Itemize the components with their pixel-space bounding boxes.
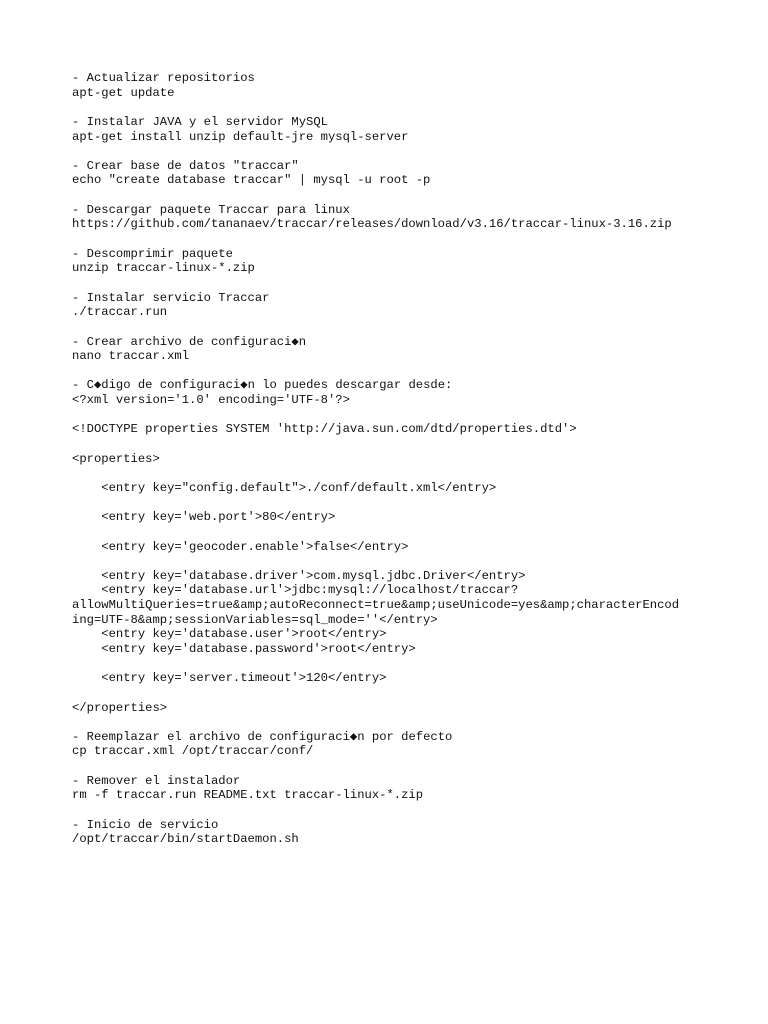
text-line: cp traccar.xml /opt/traccar/conf/	[72, 744, 314, 759]
blank-line	[72, 657, 762, 672]
blank-line	[72, 496, 762, 511]
text-line: rm -f traccar.run README.txt traccar-linux-*.zip	[72, 788, 424, 803]
text-line: - Reemplazar el archivo de configuraci◆n por defecto	[72, 729, 453, 744]
blank-line	[72, 466, 762, 481]
blank-line	[72, 100, 762, 115]
text-line: /opt/traccar/bin/startDaemon.sh	[72, 832, 299, 847]
blank-line	[72, 759, 762, 774]
blank-line	[72, 232, 762, 247]
blank-line	[72, 554, 762, 569]
blank-line	[72, 320, 762, 335]
text-line: - C◆digo de configuraci◆n lo puedes descargar desde:	[72, 378, 453, 393]
text-line: - Crear base de datos "traccar"	[72, 158, 299, 173]
blank-line	[72, 408, 762, 423]
text-line: <?xml version='1.0' encoding='UTF-8'?>	[72, 393, 350, 408]
text-line: - Crear archivo de configuraci◆n	[72, 334, 307, 349]
text-line: <entry key='database.user'>root</entry>	[72, 627, 387, 642]
blank-line	[72, 364, 762, 379]
blank-line	[72, 276, 762, 291]
text-line: - Actualizar repositorios	[72, 71, 255, 85]
text-line: allowMultiQueries=true&amp;autoReconnect=true&amp;useUnicode=yes&amp;characterEncod	[72, 598, 680, 613]
text-line: - Descargar paquete Traccar para linux	[72, 202, 350, 217]
text-line: - Remover el instalador	[72, 773, 241, 788]
text-line: <entry key='web.port'>80</entry>	[72, 510, 336, 525]
text-line: nano traccar.xml	[72, 349, 190, 364]
text-line: <entry key='database.url'>jdbc:mysql://localhost/traccar?	[72, 583, 519, 598]
blank-line	[72, 437, 762, 452]
text-line: <entry key='database.password'>root</entry>	[72, 641, 416, 656]
text-line: echo "create database traccar" | mysql -u root -p	[72, 173, 431, 188]
blank-line	[72, 686, 762, 701]
text-line: unzip traccar-linux-*.zip	[72, 261, 255, 276]
text-line: ./traccar.run	[72, 305, 168, 320]
blank-line	[72, 803, 762, 818]
text-line: ing=UTF-8&amp;sessionVariables=sql_mode=''</entry>	[72, 612, 438, 627]
document-text	[72, 71, 762, 847]
text-line: <entry key='geocoder.enable'>false</entry>	[72, 539, 409, 554]
blank-line	[72, 715, 762, 730]
text-line: - Descomprimir paquete	[72, 246, 233, 261]
blank-line	[72, 188, 762, 203]
text-line: <properties>	[72, 451, 160, 466]
blank-line	[72, 144, 762, 159]
text-line: <entry key='server.timeout'>120</entry>	[72, 671, 387, 686]
text-line: apt-get update	[72, 85, 175, 100]
text-line: <entry key="config.default">./conf/default.xml</entry>	[72, 480, 497, 495]
text-line: </properties>	[72, 700, 168, 715]
text-line: <!DOCTYPE properties SYSTEM 'http://java.sun.com/dtd/properties.dtd'>	[72, 422, 577, 437]
text-line: - Instalar JAVA y el servidor MySQL	[72, 114, 328, 129]
text-line: <entry key='database.driver'>com.mysql.jdbc.Driver</entry>	[72, 568, 526, 583]
text-line: apt-get install unzip default-jre mysql-server	[72, 129, 409, 144]
text-line: - Instalar servicio Traccar	[72, 290, 270, 305]
text-line: https://github.com/tananaev/traccar/releases/download/v3.16/traccar-linux-3.16.zip	[72, 217, 672, 232]
blank-line	[72, 525, 762, 540]
text-line: - Inicio de servicio	[72, 817, 219, 832]
